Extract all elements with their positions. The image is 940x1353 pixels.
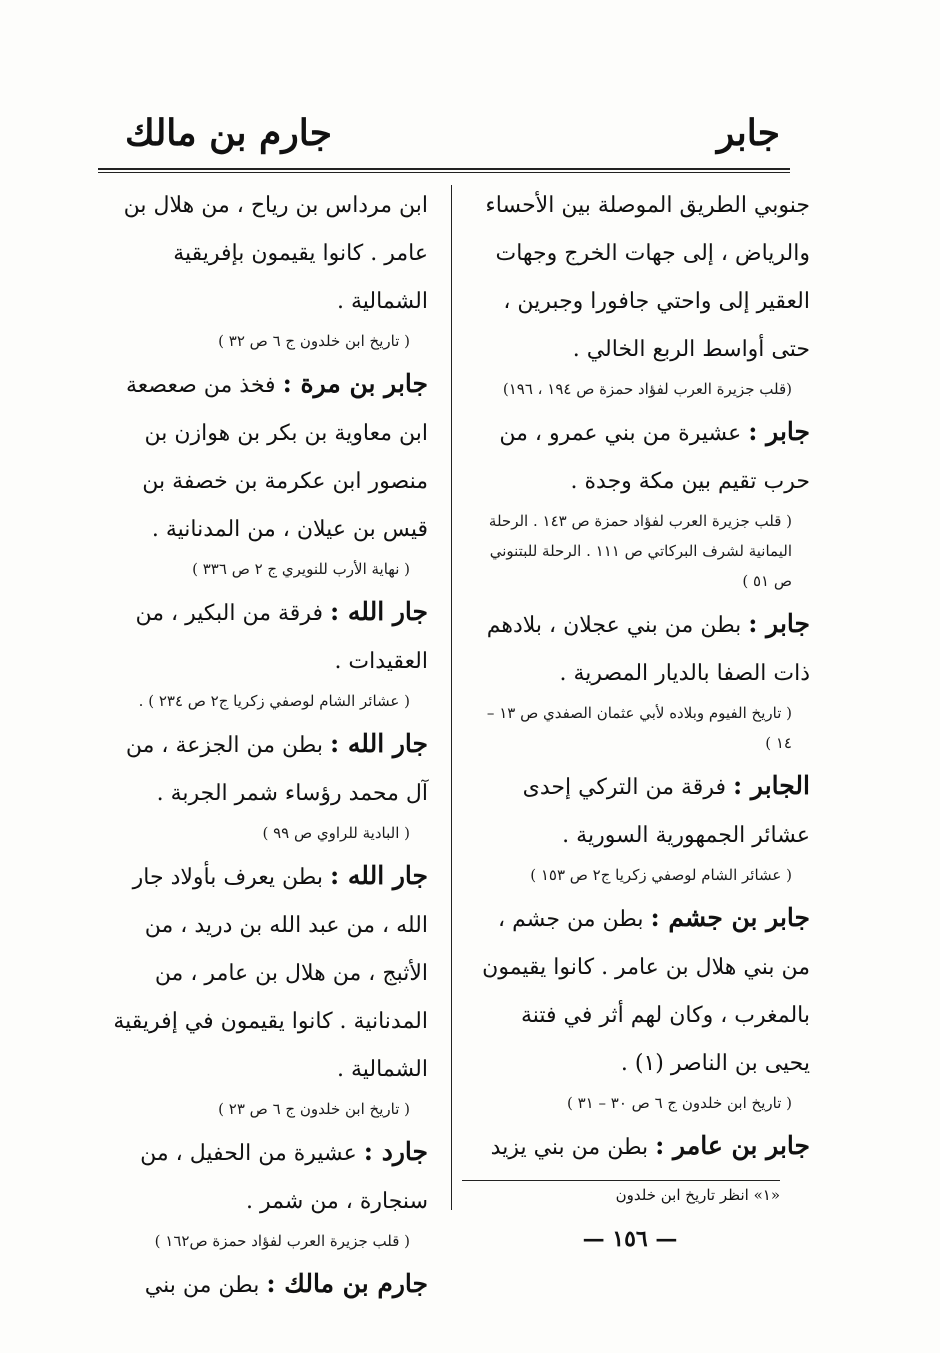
dictionary-entry: جابر بن جشم : بطن من جشم ، من بني هلال بن عامر . كانوا يقيمون بالمغرب ، وكان لهم أثر في فتنة يحيى بن الناصر (١) .	[482, 903, 810, 1076]
dictionary-entry: جارم بن مالك : بطن من بني	[144, 1269, 428, 1298]
dictionary-entry: جار الله : بطن من الجزعة ، من آل محمد رؤساء شمر الجربة .	[125, 729, 428, 806]
entry-headword: جابر :	[748, 609, 810, 638]
source-citation: ( البادية للراوي ص ٩٩ )	[262, 824, 410, 842]
entry-headword: جارم بن مالك :	[266, 1269, 428, 1298]
running-head-left: جارم بن مالك	[125, 112, 332, 154]
dictionary-entry: جابر بن عامر : بطن من بني يزيد	[490, 1131, 810, 1160]
entry-headword: جارد :	[363, 1137, 428, 1166]
source-citation: ( تاريخ ابن خلدون ج ٦ ص ٣٠ – ٣١ )	[566, 1094, 792, 1112]
source-citation: ( تاريخ ابن خلدون ج ٦ ص ٢٣ )	[218, 1100, 410, 1118]
entry-continuation: جنوبي الطريق الموصلة بين الأحساء والرياض ، إلى جهات الخرج وجهات العقير إلى واحتي جافورا وجبرين ، حتى أواسط الربع الخالي .	[485, 193, 810, 362]
entry-headword: جار الله :	[329, 729, 428, 758]
page-number: — ١٥٦ —	[582, 1226, 678, 1252]
running-head-right: جابر	[716, 112, 780, 154]
left-column	[98, 182, 428, 1310]
source-citation: ( قلب جزيرة العرب لفؤاد حمزة ص١٦٢ )	[154, 1232, 410, 1250]
dictionary-entry: الجابر : فرقة من التركي إحدى عشائر الجمهورية السورية .	[522, 771, 810, 848]
dictionary-entry: جارد : عشيرة من الحفيل ، من سنجارة ، من شمر .	[140, 1137, 428, 1214]
footnote-rule	[462, 1180, 780, 1181]
dictionary-entry: جار الله : فرقة من البكير ، من العقيدات .	[135, 597, 428, 674]
entry-headword: جابر :	[748, 417, 810, 446]
source-citation: ( تاريخ ابن خلدون ج ٦ ص ٣٢ )	[218, 332, 410, 350]
source-citation: ( عشائر الشام لوصفي زكريا ج٢ ص ٢٣٤ ) .	[138, 692, 410, 710]
dictionary-entry: جابر بن مرة : فخذ من صعصعة ابن معاوية بن بكر بن هوازن بن منصور ابن عكرمة بن خصفة بن قيس بن عيلان ، من المدنانية .	[125, 369, 428, 542]
dictionary-entry: جار الله : بطن يعرف بأولاد جار الله ، من عبد الله بن دريد ، من الأثبج ، من هلال بن عامر ، من المدنانية . كانوا يقيمون في إفريقية الشمالية .	[113, 861, 428, 1082]
header-rule-thin	[98, 172, 790, 173]
source-citation: ( تاريخ الفيوم وبلاده لأبي عثمان الصفدي ص ١٣ – ١٤ )	[486, 704, 792, 752]
entry-headword: جار الله :	[329, 597, 428, 626]
footnote: «١» انظر تاريخ ابن خلدون	[615, 1186, 780, 1204]
entry-headword: جار الله :	[329, 861, 428, 890]
entry-continuation: ابن مرداس بن رياح ، من هلال بن عامر . كانوا يقيمون بإفريقية الشمالية .	[123, 193, 428, 314]
column-separator	[451, 185, 452, 1210]
entry-headword: جابر بن جشم :	[650, 903, 810, 932]
entry-headword: الجابر :	[732, 771, 810, 800]
source-citation: ( عشائر الشام لوصفي زكريا ج٢ ص ١٥٣ )	[530, 866, 792, 884]
header-rule	[98, 168, 790, 170]
source-citation: (قلب جزيرة العرب لفؤاد حمزة ص ١٩٤ ، ١٩٦)	[502, 380, 792, 398]
right-column	[478, 182, 810, 1172]
source-citation: ( قلب جزيرة العرب لفؤاد حمزة ص ١٤٣ . الرحلة اليمانية لشرف البركاتي ص ١١١ . الرحلة للبتنوني ص ٥١ )	[488, 512, 792, 590]
source-citation: ( نهاية الأرب للنويري ج ٢ ص ٣٣٦ )	[192, 560, 410, 578]
entry-headword: جابر بن مرة :	[282, 369, 428, 398]
dictionary-entry: جابر : بطن من بني عجلان ، بلادهم ذات الصفا بالديار المصرية .	[486, 609, 810, 686]
dictionary-entry: جابر : عشيرة من بني عمرو ، من حرب تقيم بين مكة وجدة .	[499, 417, 810, 494]
entry-headword: جابر بن عامر :	[655, 1131, 810, 1160]
